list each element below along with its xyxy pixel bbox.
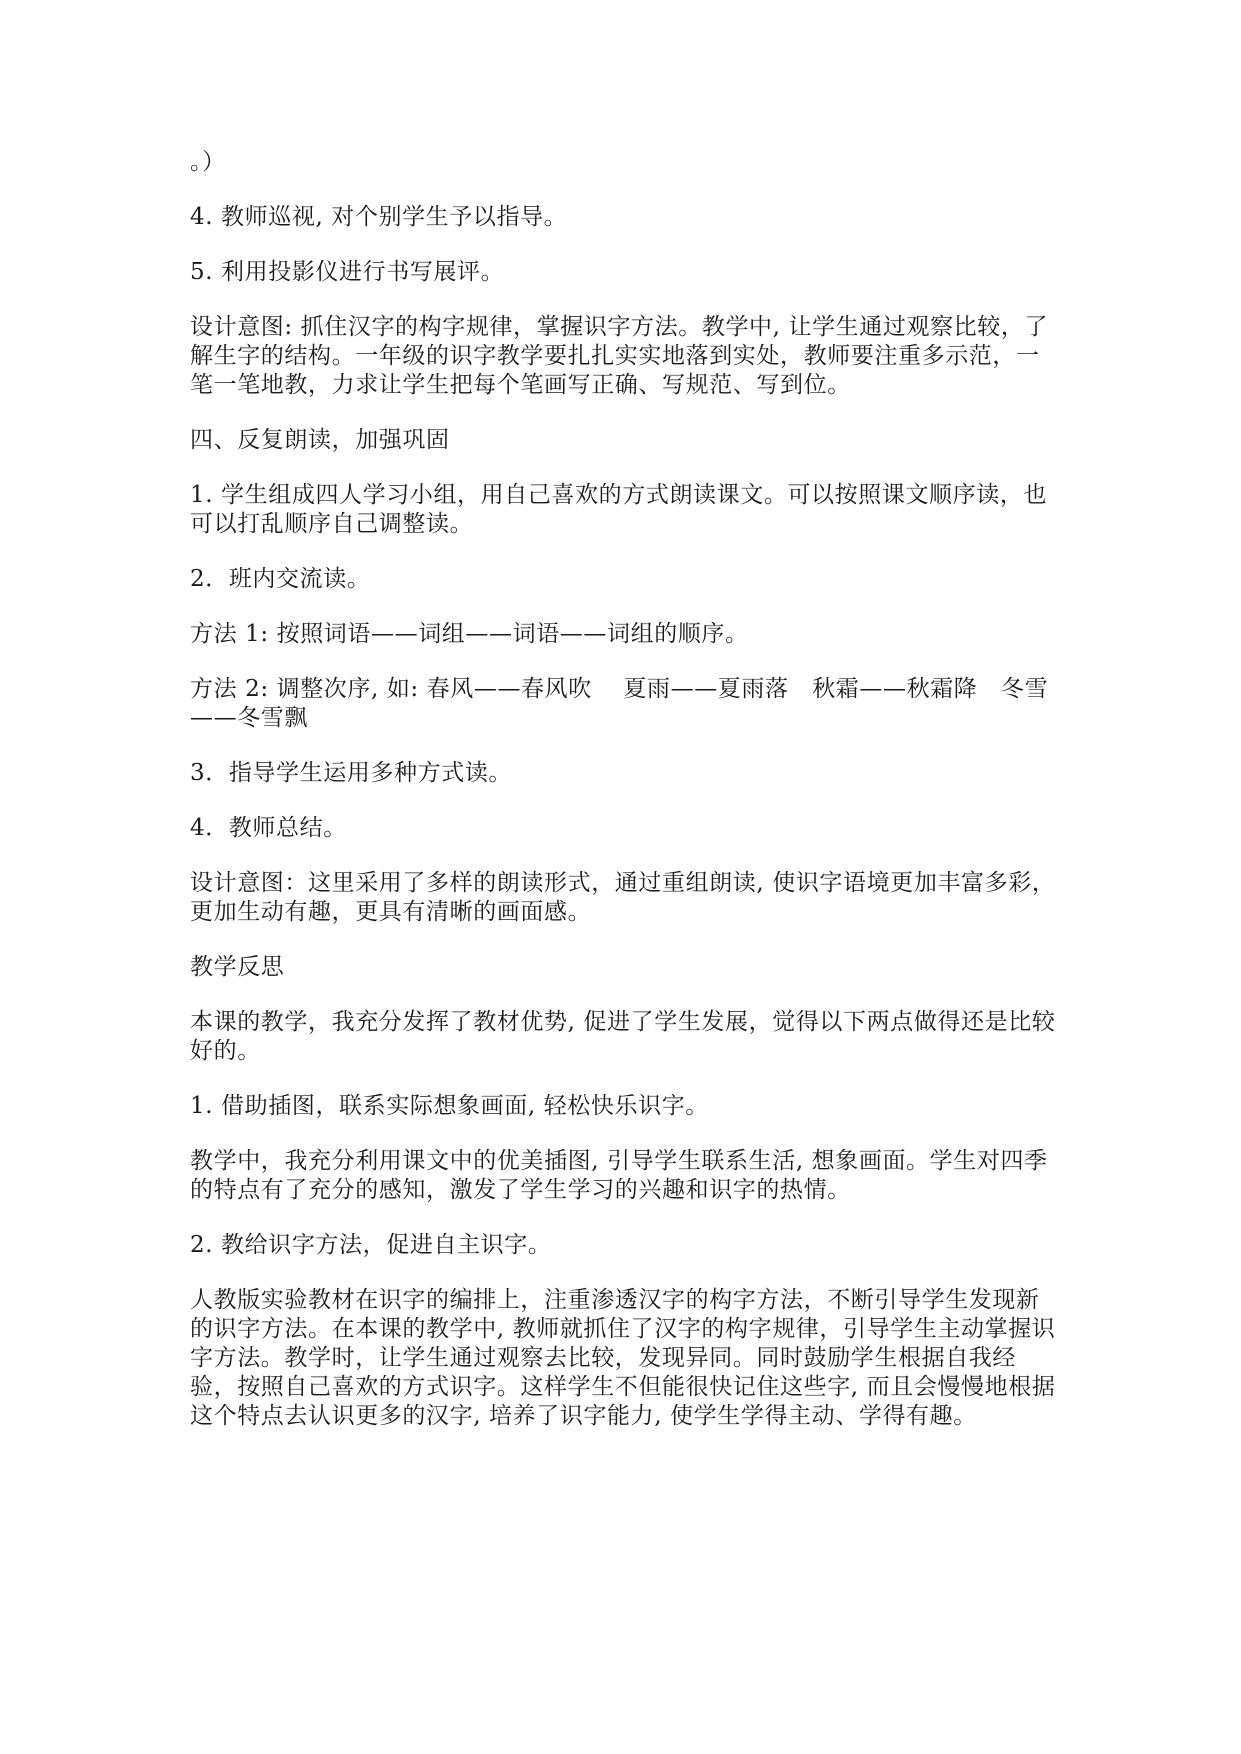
method-1: 方法 1: 按照词语——词组——词语——词组的顺序。 — [190, 621, 749, 647]
design-intent-reading: 设计意图：这里采用了多样的朗读形式，通过重组朗读, 使识字语境更加丰富多彩，更加生动有趣，更具有清晰的画面感。 — [190, 870, 1056, 925]
reading-step-2: 2．班内交流读。 — [190, 566, 371, 592]
reflection-point-1: 1. 借助插图，联系实际想象画面, 轻松快乐识字。 — [190, 1093, 709, 1119]
reflection-point-1-body: 教学中，我充分利用课文中的优美插图, 引导学生联系生活, 想象画面。学生对四季的特点有了充分的感知，激发了学生学习的兴趣和识字的热情。 — [190, 1148, 1048, 1203]
step-5-projector-review: 5. 利用投影仪进行书写展评。 — [190, 259, 505, 285]
reflection-intro: 本课的教学，我充分发挥了教材优势, 促进了学生发展，觉得以下两点做得还是比较好的。 — [190, 1009, 1056, 1064]
reflection-point-2-body: 人教版实验教材在识字的编排上，注重渗透汉字的构字方法，不断引导学生发现新的识字方法。在本课的教学中, 教师就抓住了汉字的构字规律，引导学生主动掌握识字方法。教学时，让学生通过观察去比较，发现异同。同时鼓励学生根据自我经验，按照自己喜欢的方式识字。这样学生不但能很快记住这些字, 而且会慢慢地根据这个特点去认识更多的汉字, 培养了识字能力, 使学生学得主动、学得有趣。 — [190, 1287, 1056, 1429]
document-page — [190, 148, 1060, 1457]
design-intent-writing: 设计意图: 抓住汉字的构字规律，掌握识字方法。教学中, 让学生通过观察比较，了解生字的结构。一年级的识字教学要扎扎实实地落到实处，教师要注重多示范，一笔一笔地教，力求让学生把每个笔画写正确、写规范、写到位。 — [190, 314, 1049, 398]
paragraph-fragment-end: 。） — [190, 149, 226, 175]
reflection-point-2: 2. 教给识字方法，促进自主识字。 — [190, 1232, 552, 1258]
section-heading-reflection: 教学反思 — [190, 954, 285, 980]
section-heading-reading: 四、反复朗读，加强巩固 — [190, 427, 450, 453]
step-4-teacher-patrol: 4. 教师巡视, 对个别学生予以指导。 — [190, 204, 568, 230]
method-2: 方法 2: 调整次序, 如: 春风——春风吹 夏雨——夏雨落 秋霜——秋霜降 冬雪——冬雪飘 — [190, 676, 1049, 731]
reading-step-3: 3．指导学生运用多种方式读。 — [190, 760, 513, 786]
reading-step-1: 1. 学生组成四人学习小组，用自己喜欢的方式朗读课文。可以按照课文顺序读，也可以打乱顺序自己调整读。 — [190, 482, 1048, 537]
reading-step-4: 4．教师总结。 — [190, 815, 347, 841]
